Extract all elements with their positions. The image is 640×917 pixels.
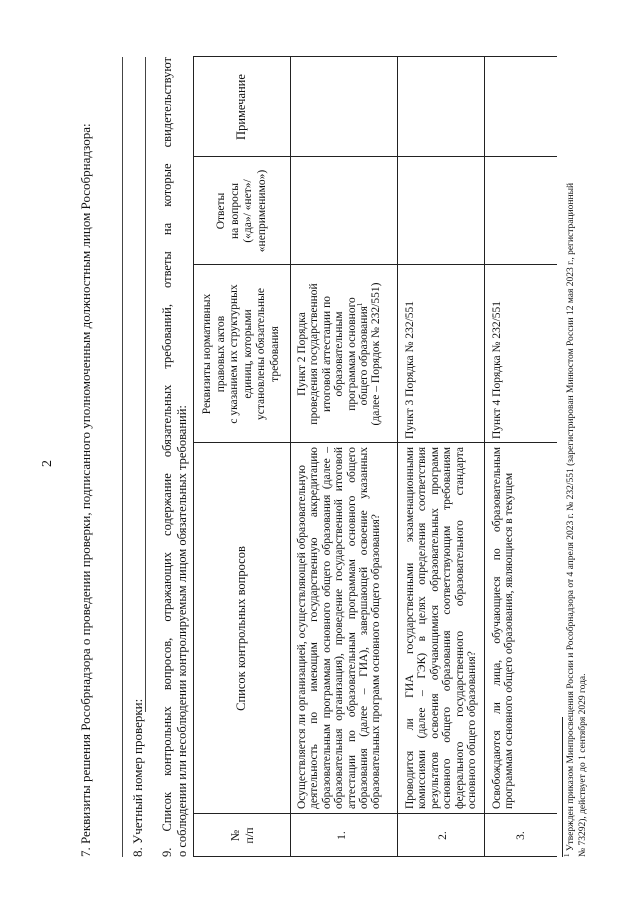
header-requisites: Реквизиты нормативных правовых актов с указанием их структурных единиц, которыми установлены обязательные требования bbox=[201, 284, 281, 424]
row-2-number: 2. bbox=[437, 831, 449, 840]
footnote-ref-1: 1 bbox=[356, 302, 365, 307]
row-3-question: Освобождаются ли лица, обучающиеся по образовательным программам основного общего образования, являющиеся в текущем bbox=[491, 447, 516, 809]
header-questions: Список контрольных вопросов bbox=[234, 546, 248, 711]
footnote-separator bbox=[562, 717, 563, 857]
section-9-line-2: о соблюдении или несоблюдении контролируемым лицом обязательных требований: bbox=[175, 405, 189, 857]
row-2-question: Проводится ли ГИА государственными экзаменационными комиссиями (далее – ГЭК) в целях определения соответствия результатов освоения обучающимися образовательных программ основного общего образования соответствующим требованиям федерального государственного образовательного стандарта основного общего образования? bbox=[404, 447, 478, 809]
section-8-fill-line bbox=[145, 57, 146, 712]
row-1-requisites: Пункт 2 Порядка проведения государственной итоговой аттестации по образовательным программам основного общего образования$^1$ (далее – Порядок № 232/551) bbox=[296, 282, 383, 426]
footnote-line-1: $^1$ Утвержден приказом Минпросвещения России и Рособрнадзора от 4 апреля 2023 г. № 232/551 (зарегистрирован Минюстом России 12 мая 2023 г., регистрационный bbox=[562, 182, 576, 857]
row-2-requisites: Пункт 3 Порядка № 232/551 bbox=[404, 300, 416, 439]
section-9-line-1: 9. Список контрольных вопросов, отражающих содержание обязательных требований, ответы на которые свидетельствуют bbox=[160, 57, 174, 857]
page-number: 2 bbox=[40, 460, 55, 467]
row-3-requisites: Пункт 4 Порядка № 232/551 bbox=[491, 300, 503, 439]
row-3-number: 3. bbox=[515, 831, 527, 840]
footnote-line-2: № 73292), действует до 1 сентября 2029 года. bbox=[578, 673, 588, 857]
header-answers: Ответы на вопросы («да»/ «нет»/ «неприменимо») bbox=[215, 169, 268, 253]
section-8-text: 8. Учетный номер проверки: bbox=[130, 698, 145, 857]
section-7-fill-line bbox=[122, 57, 123, 857]
header-number: № п/п bbox=[228, 827, 256, 844]
row-1-number: 1. bbox=[336, 831, 348, 840]
header-note: Примечание bbox=[234, 74, 248, 140]
row-1-question: Осуществляется ли организацией, осуществляющей образовательную деятельность по имеющим государственную аккредитацию образовательным программам основного общего образования (далее – образовательная организация), проведение государственной итоговой аттестации по образовательным программам основного общего образования (далее – ГИА), завершающей освоение указанных образовательных программ основного общего образования? bbox=[296, 447, 383, 809]
section-7-text: 7. Реквизиты решения Рособрнадзора о проведении проверки, подписанного уполномоченным должностным лицом Рособрнадзора: bbox=[78, 123, 93, 857]
